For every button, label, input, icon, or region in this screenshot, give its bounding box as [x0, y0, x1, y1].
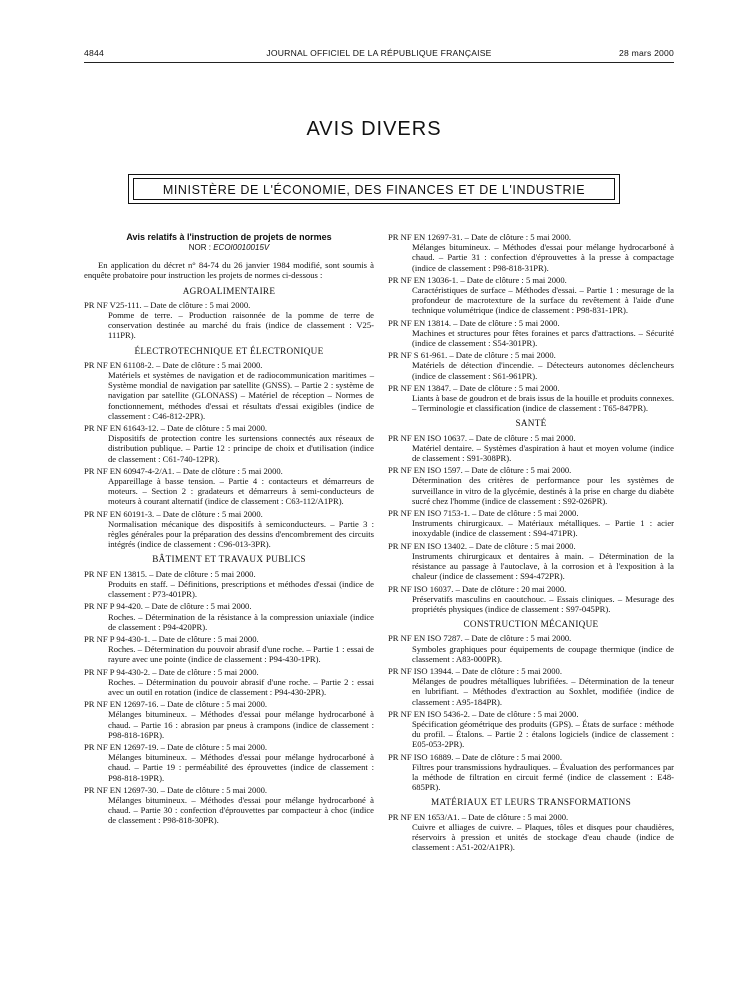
ministry-name: MINISTÈRE DE L'ÉCONOMIE, DES FINANCES ET DE L'INDUSTRIE: [133, 178, 615, 200]
norm-description: Machines et structures pour fêtes foraines et parcs d'attractions. – Sécurité (indice de classement : S54-301PR).: [412, 327, 674, 349]
page-header: [84, 48, 674, 62]
norm-reference: PR NF ISO 13944. – Date de clôture : 5 mai 2000.: [388, 665, 563, 676]
journal-title: JOURNAL OFFICIEL DE LA RÉPUBLIQUE FRANÇAISE: [266, 48, 492, 58]
norm-description: Mélanges bitumineux. – Méthodes d'essai pour mélange hydrocarboné à chaud. – Partie 31 : confection d'éprouvettes à la presse à compactage (indice de classement : P98-818-31PR).: [412, 242, 674, 273]
norm-reference: PR NF EN 13815. – Date de clôture : 5 mai 2000.: [84, 568, 256, 579]
norm-entry: [388, 318, 674, 349]
norm-entry: [84, 667, 374, 698]
norm-description: Pomme de terre. – Production raisonnée de la pomme de terre de conservation destinée au marché du frais (indice de classement : V25-111PR).: [108, 310, 374, 341]
norm-description: Dispositifs de protection contre les surtensions connectés aux réseaux de distribution publique. – Partie 12 : principe de choix et d'utilisation (indice de classement : C61-740-12PR).: [108, 433, 374, 464]
norm-description: Roches. – Détermination du pouvoir abrasif d'une roche. – Partie 1 : essai de rayure avec une pointe (indice de classement : P94-430-1PR).: [108, 644, 374, 665]
norm-reference: PR NF EN 12697-30. – Date de clôture : 5 mai 2000.: [84, 784, 268, 795]
norm-description: Liants à base de goudron et de brais issus de la houille et produits connexes. – Terminologie et classification (indice de classement : T65-847PR).: [412, 393, 674, 414]
nor-label: NOR :: [188, 243, 211, 252]
norm-entry: [388, 350, 674, 381]
norm-entry: [388, 275, 674, 316]
norm-reference: PR NF EN ISO 7287. – Date de clôture : 5 mai 2000.: [388, 633, 572, 644]
norm-entry: [388, 541, 674, 582]
left-column: [84, 232, 374, 828]
nor-code: ECOI0010015V: [213, 243, 270, 252]
norm-description: Mélanges de poudres métalliques lubrifiées. – Détermination de la teneur en lubrifiant. – Méthodes d'extraction au Soxhlet, modifiée (indice de classement : A95-184PR).: [412, 676, 674, 707]
norm-reference: PR NF EN 13036-1. – Date de clôture : 5 mai 2000.: [388, 274, 567, 285]
norm-entry: [84, 742, 374, 783]
norm-reference: PR NF EN ISO 7153-1. – Date de clôture : 5 mai 2000.: [388, 508, 579, 519]
norm-reference: PR NF EN 61643-12. – Date de clôture : 5 mai 2000.: [84, 423, 268, 434]
norm-entry: [388, 433, 674, 464]
norm-entry: [84, 466, 374, 507]
norm-reference: PR NF ISO 16037. – Date de clôture : 20 mai 2000.: [388, 583, 567, 594]
norm-entry: [84, 300, 374, 341]
norm-description: Mélanges bitumineux. – Méthodes d'essai pour mélange hydrocarboné à chaud. – Partie 19 : perméabilité des éprouvettes (indice de classement : P98-818-19PR).: [108, 752, 374, 783]
norm-reference: PR NF P 94-430-2. – Date de clôture : 5 mai 2000.: [84, 666, 259, 677]
norm-description: Mélanges bitumineux. – Méthodes d'essai pour mélange hydrocarboné à chaud. – Partie 16 : abrasion par pneus à crampons (indice de classement : P98-818-16PR).: [108, 709, 374, 740]
norm-reference: PR NF P 94-430-1. – Date de clôture : 5 mai 2000.: [84, 633, 259, 644]
norm-description: Spécification géométrique des produits (GPS). – États de surface : méthode du profil. – Étalons. – Partie 2 : étalons logiciels (indice de classement : E05-053-2PR).: [412, 718, 674, 750]
norm-reference: PR NF EN 60947-4-2/A1. – Date de clôture : 5 mai 2000.: [84, 465, 283, 476]
norm-reference: PR NF ISO 16889. – Date de clôture : 5 mai 2000.: [388, 751, 563, 762]
norm-entry: [388, 232, 674, 273]
norm-description: Matériel dentaire. – Systèmes d'aspiration à haut et moyen volume (indice de classement : S91-308PR).: [412, 442, 674, 464]
right-sections: [388, 232, 674, 852]
norm-description: Roches. – Détermination du pouvoir abrasif d'une roche. – Partie 2 : essai avec un outil en rotation (indice de classement : P94-430-2PR).: [108, 676, 374, 697]
norm-entry: [388, 465, 674, 506]
norm-entry: [84, 360, 374, 421]
section-title: MATÉRIAUX ET LEURS TRANSFORMATIONS: [430, 797, 631, 808]
norm-description: Instruments chirurgicaux et dentaires à main. – Détermination de la résistance au passage à l'autoclave, à la corrosion et à l'exposition à la chaleur (indice de classement : S94-472PR).: [412, 550, 674, 582]
avis-divers-title: AVIS DIVERS: [306, 118, 442, 140]
norm-reference: PR NF EN 1653/A1. – Date de clôture : 5 mai 2000.: [388, 811, 569, 822]
norm-reference: PR NF EN 12697-19. – Date de clôture : 5 mai 2000.: [84, 741, 268, 752]
norm-reference: PR NF EN 13814. – Date de clôture : 5 mai 2000.: [388, 317, 560, 328]
norm-description: Caractéristiques de surface – Méthodes d'essai. – Partie 1 : mesurage de la profondeur de macrotexture de la surface du revêtement à l'aide d'une technique volumétrique (indice de classement : P98-831-1PR).: [412, 285, 674, 316]
norm-description: Détermination des critères de performance pour les systèmes de surveillance in vitro de la glycémie, destinés à la prise en charge du diabète sucré chez l'homme (indice de classement : S92-026PR).: [412, 475, 674, 506]
norm-reference: PR NF EN ISO 10637. – Date de clôture : 5 mai 2000.: [388, 432, 576, 443]
section-title: AGROALIMENTAIRE: [182, 285, 276, 296]
norm-entry: [84, 634, 374, 665]
left-sections: [84, 286, 374, 826]
norm-reference: PR NF EN 12697-31. – Date de clôture : 5 mai 2000.: [388, 232, 572, 242]
norm-entry: [84, 423, 374, 464]
norm-description: Matériels de détection d'incendie. – Détecteurs autonomes déclencheurs (indice de classement : S61-961PR).: [412, 360, 674, 381]
norm-entry: [388, 812, 674, 853]
norm-description: Normalisation mécanique des dispositifs à semiconducteurs. – Partie 3 : règles générales pour la préparation des dessins d'encombrement des circuits intégrés (indice de classement : C96-013-3PR).: [108, 518, 374, 550]
norm-entry: [84, 601, 374, 632]
norm-reference: PR NF P 94-420. – Date de clôture : 5 mai 2000.: [84, 601, 252, 612]
norm-reference: PR NF V25-111. – Date de clôture : 5 mai 2000.: [84, 299, 251, 310]
norm-reference: PR NF EN 61108-2. – Date de clôture : 5 mai 2000.: [84, 359, 263, 370]
norm-reference: PR NF EN ISO 5436-2. – Date de clôture : 5 mai 2000.: [388, 708, 579, 719]
norm-reference: PR NF EN ISO 13402. – Date de clôture : 5 mai 2000.: [388, 540, 576, 551]
norm-description: Matériels et systèmes de navigation et de radiocommunication maritimes – Système mondial de navigation par satellite (GNSS). – Partie 2 : système de navigation par satellite (GLONASS) – Matériel de réception – Normes de fonctionnement, méthodes d'essai et résultats d'essai exigibles (indice de classement : C46-812-2PR).: [108, 370, 374, 421]
norm-description: Appareillage à basse tension. – Partie 4 : contacteurs et démarreurs de moteurs. – Section 2 : gradateurs et démarreurs à semi-conducteurs de moteurs à courant alternatif (indice de classement : C63-112/A1PR).: [108, 476, 374, 507]
norm-description: Produits en staff. – Définitions, prescriptions et méthodes d'essai (indice de classement : P73-401PR).: [108, 578, 374, 600]
section-title: CONSTRUCTION MÉCANIQUE: [463, 619, 599, 630]
nor-reference: [84, 243, 374, 253]
norm-entry: [388, 709, 674, 750]
norm-description: Cuivre et alliages de cuivre. – Plaques, tôles et disques pour chaudières, réservoirs à pression et unités de stockage d'eau chaude (indice de classement : A51-202/A1PR).: [412, 821, 674, 853]
norm-description: Préservatifs masculins en caoutchouc. – Essais cliniques. – Mesurage des propriétés physiques (indice de classement : S97-045PR).: [412, 593, 674, 614]
right-column: [388, 232, 674, 854]
norm-reference: PR NF EN 13847. – Date de clôture : 5 mai 2000.: [388, 382, 560, 393]
norm-reference: PR NF EN 12697-16. – Date de clôture : 5 mai 2000.: [84, 699, 268, 710]
norm-description: Mélanges bitumineux. – Méthodes d'essai pour mélange hydrocarboné à chaud. – Partie 30 : confection d'éprouvettes par compacteur à choc (indice de classement : P98-818-30PR).: [108, 794, 374, 826]
norm-entry: [84, 509, 374, 550]
norm-description: Instruments chirurgicaux. – Matériaux métalliques. – Partie 1 : acier inoxydable (indice de classement : S94-471PR).: [412, 518, 674, 539]
norm-entry: [388, 666, 674, 707]
norm-description: Filtres pour transmissions hydrauliques. – Évaluation des performances par la méthode de filtration en circuit fermé (indice de classement : E48-685PR).: [412, 761, 674, 793]
section-title: SANTÉ: [515, 418, 547, 429]
section-title: BÂTIMENT ET TRAVAUX PUBLICS: [152, 554, 306, 565]
norm-reference: PR NF EN 60191-3. – Date de clôture : 5 mai 2000.: [84, 508, 263, 519]
norm-entry: [84, 785, 374, 826]
header-rule: [84, 62, 674, 63]
notice-title: Avis relatifs à l'instruction de projets de normes: [126, 232, 332, 242]
norm-reference: PR NF EN ISO 1597. – Date de clôture : 5 mai 2000.: [388, 465, 572, 476]
norm-entry: [388, 584, 674, 615]
norm-description: Symboles graphiques pour équipements de coupage thermique (indice de classement : A83-000PR).: [412, 643, 674, 664]
issue-date: 28 mars 2000: [619, 48, 674, 58]
norm-entry: [84, 699, 374, 740]
norm-description: Roches. – Détermination de la résistance à la compression uniaxiale (indice de classement : P94-420PR).: [108, 611, 374, 632]
norm-entry: [388, 752, 674, 793]
norm-reference: PR NF S 61-961. – Date de clôture : 5 mai 2000.: [388, 350, 556, 361]
section-title: ÉLECTROTECHNIQUE ET ÉLECTRONIQUE: [134, 345, 324, 356]
norm-entry: [388, 508, 674, 539]
page-number: 4844: [84, 48, 104, 58]
norm-entry: [388, 383, 674, 414]
ministry-box: [128, 174, 620, 204]
norm-entry: [84, 569, 374, 600]
norm-entry: [388, 633, 674, 664]
notice-intro: En application du décret n° 84-74 du 26 janvier 1984 modifié, sont soumis à enquête probatoire pour instruction les projets de normes ci-dessous :: [84, 260, 374, 281]
